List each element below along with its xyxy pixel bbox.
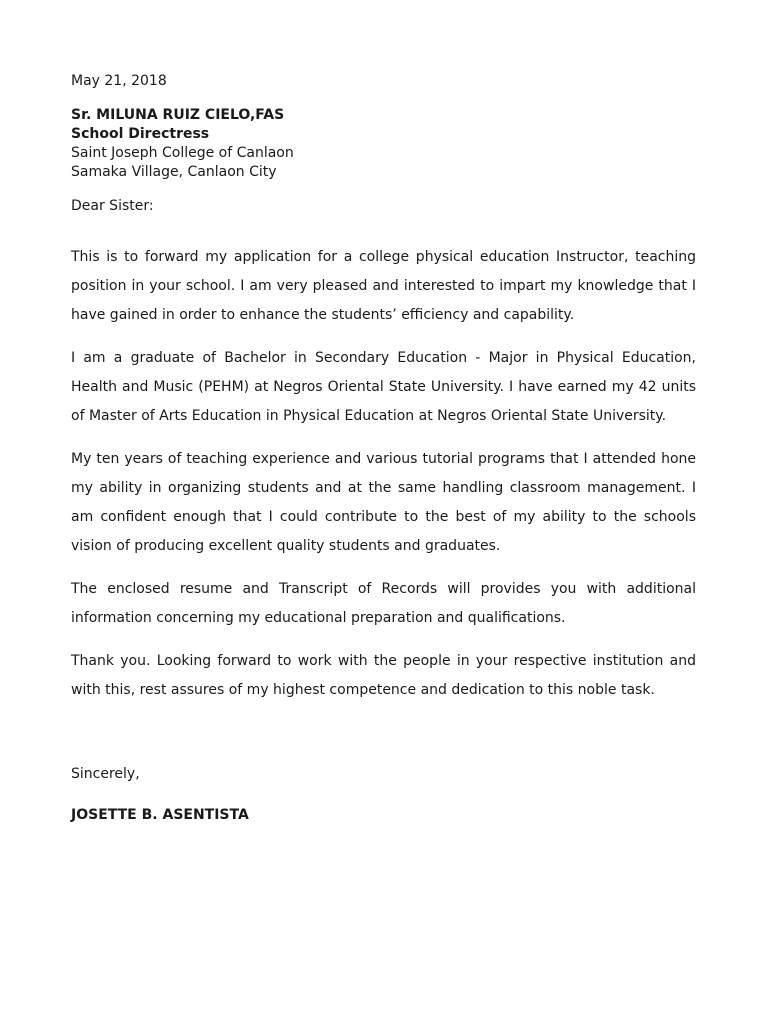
letter-body [71,72,696,825]
recipient-institution: Saint Joseph College of Canlaon [71,145,294,161]
paragraph-experience: My ten years of teaching experience and various tutorial programs that I attended hone my ability in organizing students and at the same handling classroom management. I am confident enough that I could contribute to the best of my ability to the schools vision of producing excellent quality students and graduates. [71,451,696,554]
salutation: Dear Sister: [71,198,154,214]
recipient-name: Sr. MILUNA RUIZ CIELO,FAS [71,107,285,123]
paragraph-enclosures: The enclosed resume and Transcript of Records will provides you with additional information concerning my educational preparation and qualifications. [71,581,696,626]
paragraph-thanks: Thank you. Looking forward to work with the people in your respective institution and with this, rest assures of my highest competence and dedication to this noble task. [71,653,696,698]
paragraph-application: This is to forward my application for a college physical education Instructor, teaching position in your school. I am very pleased and interested to impart my knowledge that I have gained in order to enhance the students’ efficiency and capability. [71,249,696,323]
closing: Sincerely, [71,766,140,782]
recipient-address: Samaka Village, Canlaon City [71,164,277,180]
letter-date: May 21, 2018 [71,73,167,89]
recipient-title: School Directress [71,126,210,142]
paragraph-education: I am a graduate of Bachelor in Secondary Education - Major in Physical Education, Health and Music (PEHM) at Negros Oriental State University. I have earned my 42 units of Master of Arts Education in Physical Education at Negros Oriental State University. [71,350,696,424]
signature-name: JOSETTE B. ASENTISTA [71,807,249,823]
recipient-block [71,106,696,182]
